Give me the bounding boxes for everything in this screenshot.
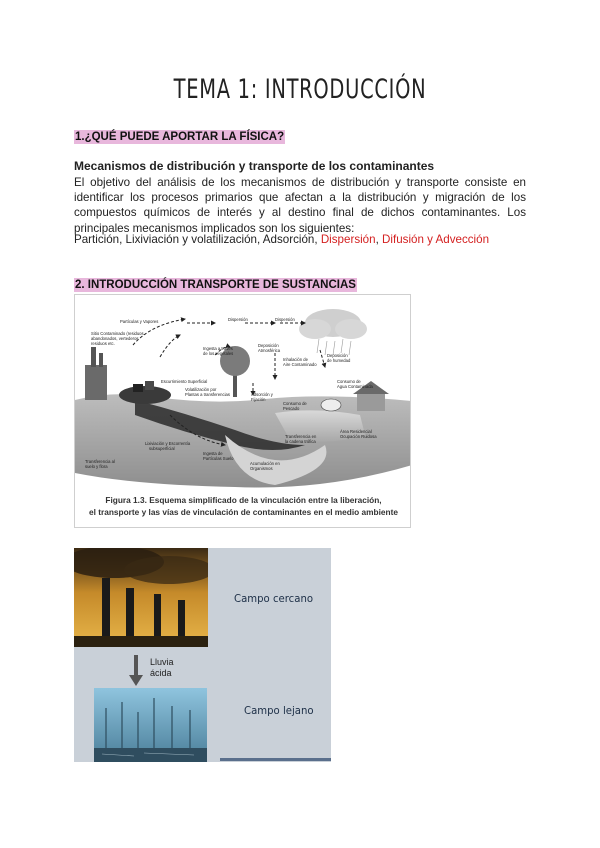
label-leaching: Lixiviación y Escorrentía — [145, 441, 191, 446]
label-adsorption: Adsorción y — [251, 392, 273, 397]
label-deposition: Deposición — [258, 343, 279, 348]
label-volatilization-2: Plantas a transferencias — [185, 392, 230, 397]
tree-trunk — [233, 373, 237, 397]
mechanism-separator: , — [375, 233, 383, 246]
label-site-2: abandonados, vertederos — [91, 336, 139, 341]
down-arrow-icon — [129, 655, 143, 687]
transport-diagram — [75, 295, 411, 495]
section2-heading: 2. INTRODUCCIÓN TRANSPORTE DE SUSTANCIAS — [75, 279, 356, 291]
label-inhalation-2: Aire Contaminado — [283, 362, 317, 367]
label-sediment-2: Partículas Suelo — [203, 456, 234, 461]
section1-heading: 1.¿QUÉ PUEDE APORTAR LA FÍSICA? — [75, 131, 285, 143]
mechanisms-plain: Partición, Lixiviación y volatilización, Adsorción, — [74, 233, 321, 246]
near-far-field-figure — [74, 548, 331, 762]
page-title: TEMA 1: INTRODUCCIÓN — [173, 74, 427, 105]
figure2-bottom-rule — [220, 758, 331, 761]
label-dispersion-1: Dispersión — [228, 317, 248, 322]
transport-diagram-figure — [74, 294, 411, 528]
mechanism-diffusion-advection: Difusión y Advección — [382, 233, 490, 246]
label-groundwater-2: Ocupación Ruidosa — [340, 434, 377, 439]
label-groundwater: Área Residencial — [340, 429, 372, 434]
label-inhalation: Inhalación de — [283, 357, 308, 362]
label-dispersion-2: Dispersión — [275, 317, 295, 322]
label-ingest: Ingesta a través — [203, 346, 233, 351]
acid-rain-line1: Lluvia — [150, 657, 174, 667]
label-fish: Consumo de — [283, 401, 307, 406]
near-field-label: Campo cercano — [234, 592, 314, 605]
label-water-consumption: Consumo de — [337, 379, 361, 384]
label-accumulation-2: Organismos — [250, 466, 273, 471]
section1-paragraph: El objetivo del análisis de los mecanismos de distribución y transporte consiste en identificar los procesos primarios que afectan a la distribución y migración de los compuestos químicos de interés y al destino final de dichos contaminantes. Los principales mecanismos implicados son los siguientes: — [74, 176, 526, 235]
acid-rain-label — [150, 657, 174, 679]
label-transfer-2: la cadena trófica — [285, 439, 316, 444]
label-wet-deposition-2: de humedad — [327, 358, 351, 363]
house — [357, 393, 385, 411]
label-sediment: Ingesta de — [203, 451, 223, 456]
label-deposition-2: Atmosférica — [258, 348, 281, 353]
factory-chimney — [91, 347, 96, 367]
acid-rain-line2: ácida — [150, 668, 172, 678]
label-water-consumption-2: Agua Contaminada — [337, 384, 373, 389]
label-surface-runoff: Escurrimiento Superficial — [161, 379, 208, 384]
label-transfer-water-2: suelo y flora — [85, 464, 108, 469]
figure1-caption — [75, 494, 411, 518]
label-leaching-2: subsuperficial — [149, 446, 175, 451]
mechanism-dispersion: Dispersión — [320, 233, 376, 246]
label-site: Sitio Contaminado (residuos — [91, 331, 144, 336]
smokestacks-photo — [74, 548, 208, 647]
label-transfer: Transferencia en — [285, 434, 317, 439]
cow — [321, 399, 341, 411]
mechanisms-list — [74, 233, 489, 246]
figure1-caption-line1: Figura 1.3. Esquema simplificado de la vinculación entre la liberación, — [105, 495, 382, 505]
label-volatilization: Volatilización por — [185, 387, 217, 392]
label-particles: Partículas y Vapores — [120, 319, 159, 324]
label-site-3: residuos etc. — [91, 341, 115, 346]
label-wet-deposition: Deposición — [327, 353, 348, 358]
label-ingest-2: de los vegetales — [203, 351, 234, 356]
far-field-label: Campo lejano — [244, 704, 314, 717]
factory-building — [85, 365, 107, 400]
label-accumulation: Acumulación en — [250, 461, 280, 466]
label-transfer-water: Transferencia al — [85, 459, 115, 464]
dead-forest-photo — [94, 688, 207, 762]
figure1-caption-line2: el transporte y las vías de vinculación de contaminantes en el medio ambiente — [89, 507, 398, 517]
label-adsorption-2: Fijación — [251, 397, 266, 402]
section1-subheading: Mecanismos de distribución y transporte de los contaminantes — [74, 159, 435, 173]
label-fish-2: Pescado — [283, 406, 300, 411]
